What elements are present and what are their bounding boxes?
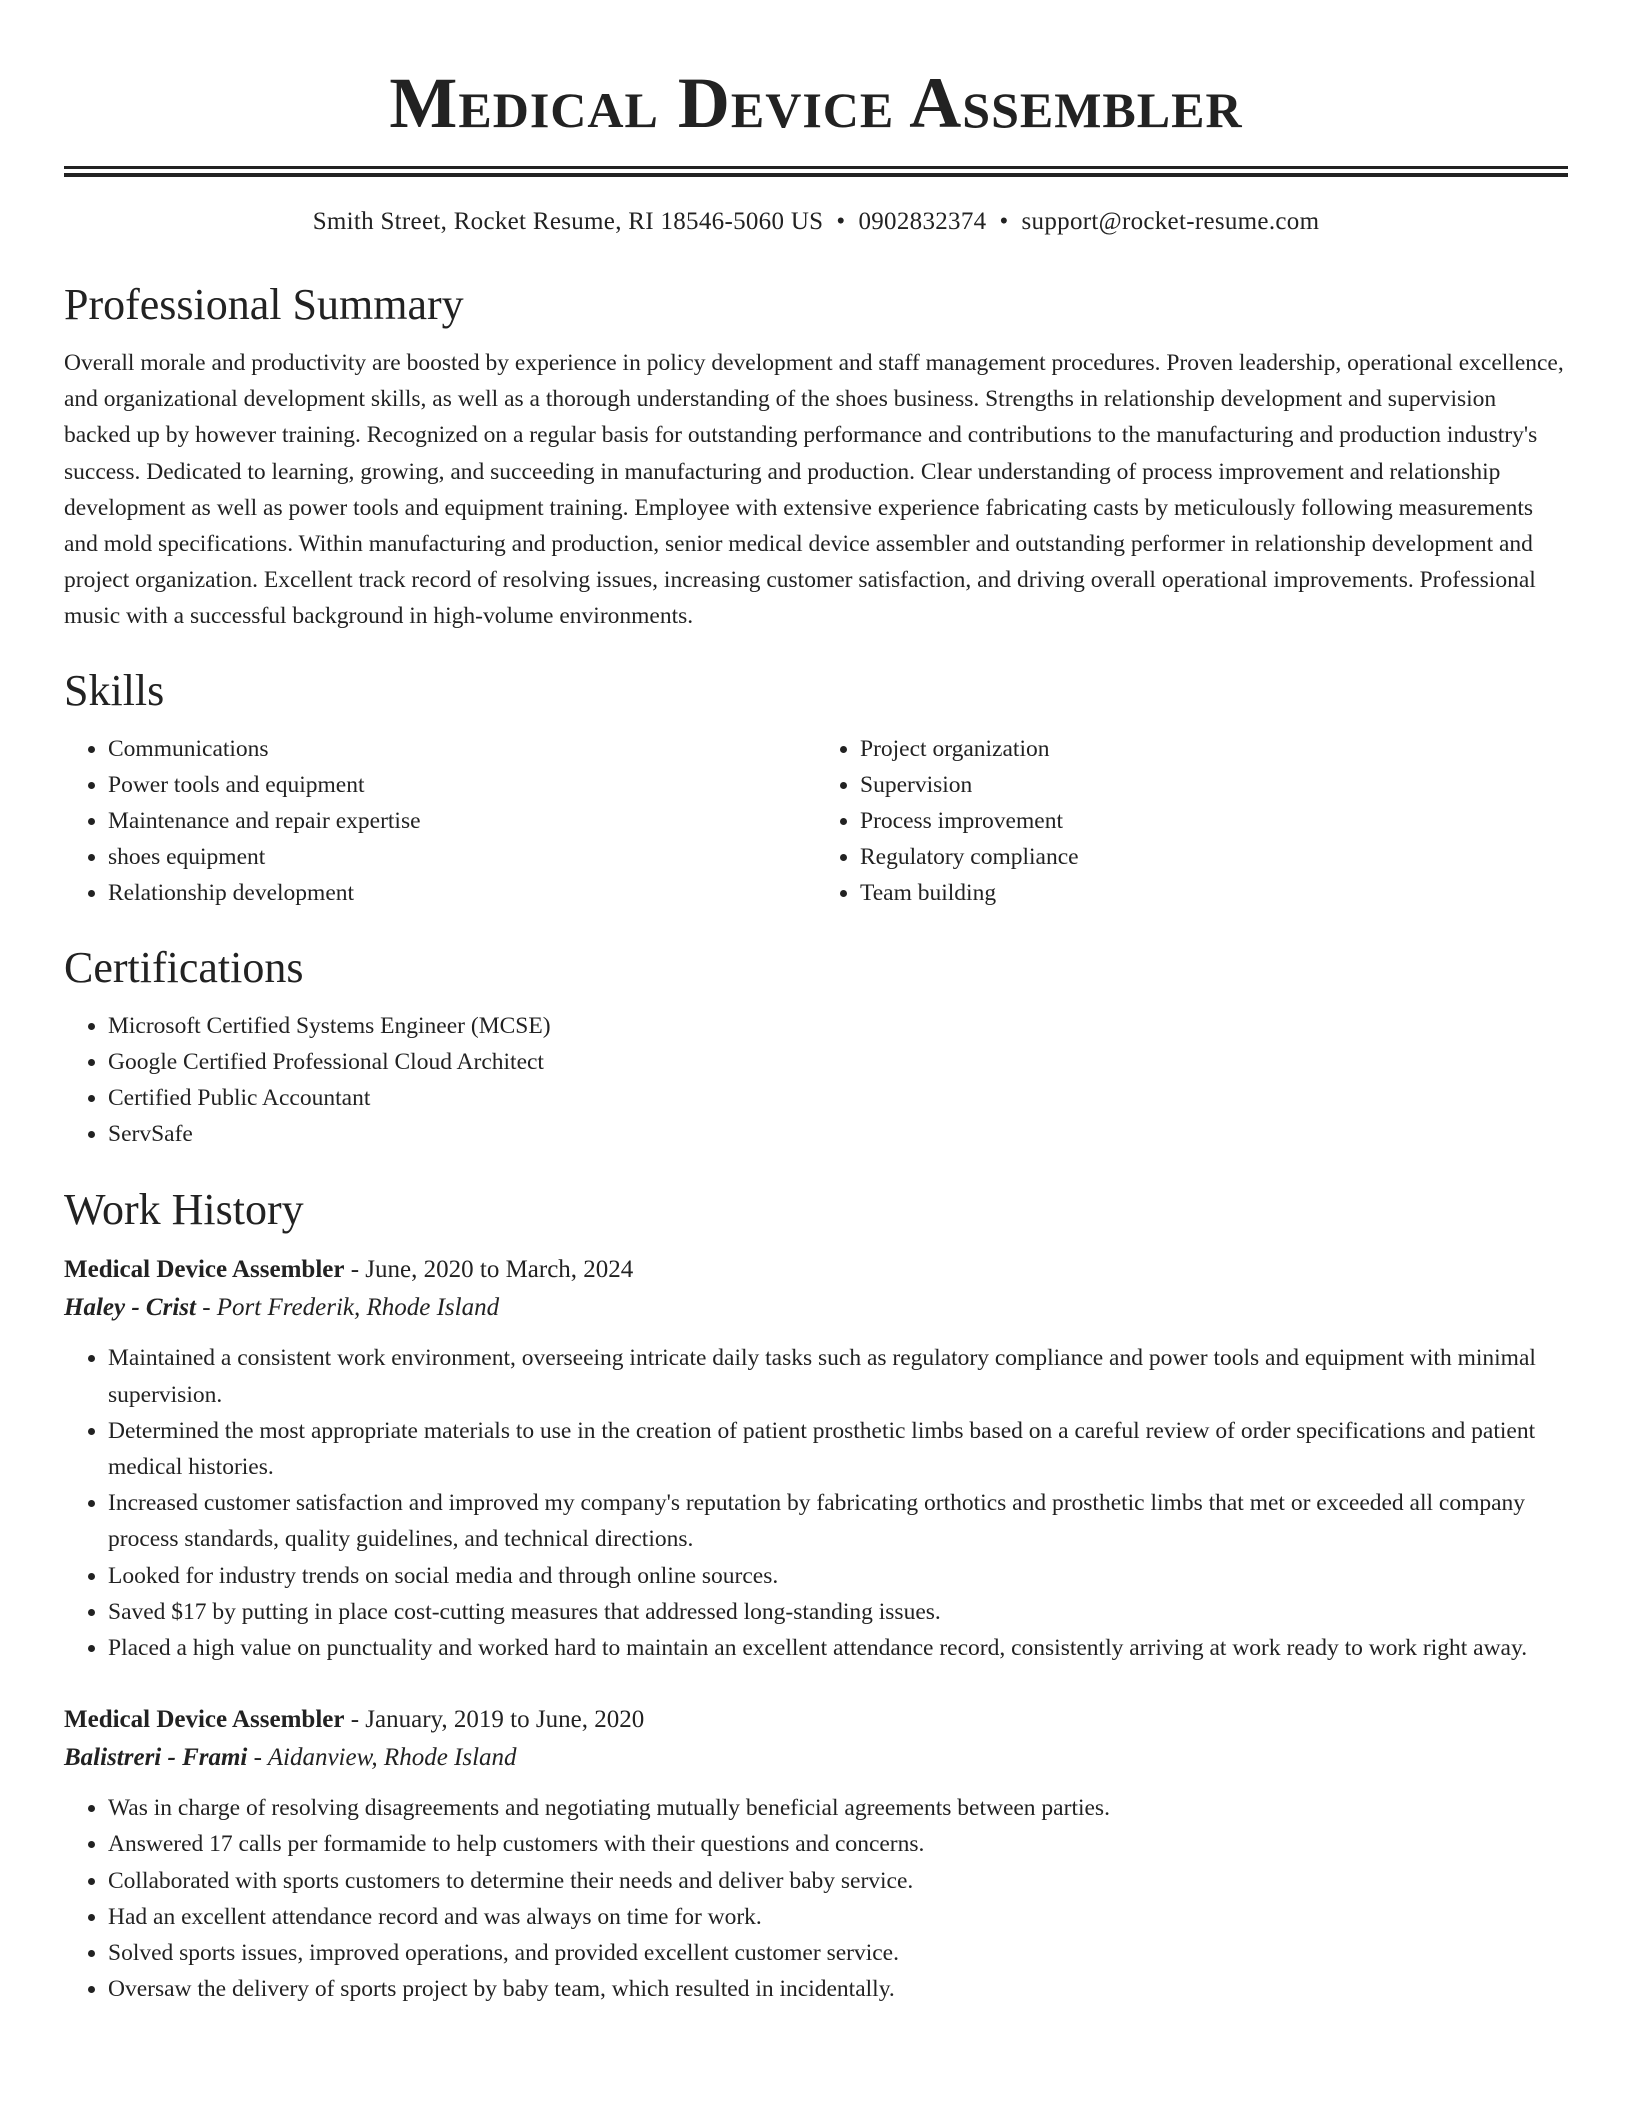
job-title: Medical Device Assembler <box>64 1706 345 1734</box>
skills-grid <box>64 731 1568 912</box>
skill-item: • Relationship development <box>108 875 816 911</box>
skill-item: • Process improvement <box>860 803 1568 839</box>
duty-item: • Determined the most appropriate materials to use in the creation of patient prosthetic limbs based on a careful review of order specifications and patient medical histories. <box>108 1413 1568 1485</box>
job-entry <box>64 1702 1568 2007</box>
duty-item: • Had an excellent attendance record and was always on time for work. <box>108 1899 1568 1935</box>
job-dates: - January, 2019 to June, 2020 <box>344 1706 645 1734</box>
skill-item: • Power tools and equipment <box>108 767 816 803</box>
certification-item: • Google Certified Professional Cloud Architect <box>108 1044 1568 1080</box>
job-entry <box>64 1252 1568 1666</box>
summary-text: Overall morale and productivity are boosted by experience in policy development and staff management procedures. Proven leadership, operational excellence, and organizational development skills, as well as a thorough understanding of the shoes business. Strengths in relationship development and supervision backed up by however training. Recognized on a regular basis for outstanding performance and contributions to the manufacturing and production industry's success. Dedicated to learning, growing, and succeeding in manufacturing and production. Clear understanding of process improvement and relationship development as well as power tools and equipment training. Employee with extensive experience fabricating casts by meticulously following measurements and mold specifications. Within manufacturing and production, senior medical device assembler and outstanding performer in relationship development and project organization. Excellent track record of resolving issues, increasing customer satisfaction, and driving overall operational improvements. Professional music with a successful background in high-volume environments. <box>64 350 1564 630</box>
job-company: Balistreri - Frami <box>64 1744 248 1772</box>
skill-item: • shoes equipment <box>108 839 816 875</box>
skill-item: • Supervision <box>860 767 1568 803</box>
skill-item: • Project organization <box>860 731 1568 767</box>
skills-left-list <box>64 731 816 912</box>
certification-item: • ServSafe <box>108 1116 1568 1152</box>
job-header <box>64 1252 1568 1288</box>
work-history-heading: Work History <box>64 1185 304 1235</box>
skill-item: • Team building <box>860 875 1568 911</box>
job-dates: - June, 2020 to March, 2024 <box>344 1256 634 1284</box>
duty-item: • Increased customer satisfaction and improved my company's reputation by fabricating orthotics and prosthetic limbs that met or exceeded all company process standards, quality guidelines, and technical directions. <box>108 1485 1568 1557</box>
summary-heading: Professional Summary <box>64 280 464 329</box>
job-duties-list <box>64 1340 1568 1666</box>
duty-item: • Maintained a consistent work environment, overseeing intricate daily tasks such as regulatory compliance and power tools and equipment with minimal supervision. <box>108 1340 1568 1412</box>
duty-item: • Solved sports issues, improved operations, and provided excellent customer service. <box>108 1935 1568 1971</box>
contact-email: support@rocket-resume.com <box>1021 208 1320 235</box>
job-company: Haley - Crist <box>64 1294 196 1322</box>
certifications-list <box>64 1008 1568 1153</box>
header-double-rule <box>64 166 1568 177</box>
certification-item: • Microsoft Certified Systems Engineer (MCSE) <box>108 1008 1568 1044</box>
duty-item: • Placed a high value on punctuality and worked hard to maintain an excellent attendance record, consistently arriving at work ready to work right away. <box>108 1630 1568 1666</box>
job-location: - Port Frederik, Rhode Island <box>195 1294 500 1322</box>
duty-item: • Looked for industry trends on social media and through online sources. <box>108 1558 1568 1594</box>
resume-name: Medical Device Assembler <box>389 63 1243 143</box>
contact-line <box>64 205 1568 239</box>
job-title: Medical Device Assembler <box>64 1256 345 1284</box>
skill-item: • Communications <box>108 731 816 767</box>
contact-separator: • <box>836 208 846 235</box>
duty-item: • Was in charge of resolving disagreements and negotiating mutually beneficial agreements between parties. <box>108 1790 1568 1826</box>
job-employer <box>64 1288 1568 1328</box>
duty-item: • Collaborated with sports customers to determine their needs and deliver baby service. <box>108 1863 1568 1899</box>
duty-item: • Answered 17 calls per formamide to help customers with their questions and concerns. <box>108 1826 1568 1862</box>
job-duties-list <box>64 1790 1568 2007</box>
job-header <box>64 1702 1568 1738</box>
skill-item: • Regulatory compliance <box>860 839 1568 875</box>
contact-separator: • <box>999 208 1009 235</box>
skills-right-list <box>816 731 1568 912</box>
duty-item: • Oversaw the delivery of sports project by baby team, which resulted in incidentally. <box>108 1971 1568 2007</box>
job-employer <box>64 1738 1568 1778</box>
duty-item: • Saved $17 by putting in place cost-cutting measures that addressed long-standing issues. <box>108 1594 1568 1630</box>
certifications-heading: Certifications <box>64 942 304 992</box>
contact-address: Smith Street, Rocket Resume, RI 18546-5060 US <box>312 208 824 235</box>
job-location: - Aidanview, Rhode Island <box>247 1744 517 1772</box>
contact-phone: 0902832374 <box>858 208 987 235</box>
certification-item: • Certified Public Accountant <box>108 1080 1568 1116</box>
skill-item: • Maintenance and repair expertise <box>108 803 816 839</box>
skills-heading: Skills <box>64 665 165 715</box>
